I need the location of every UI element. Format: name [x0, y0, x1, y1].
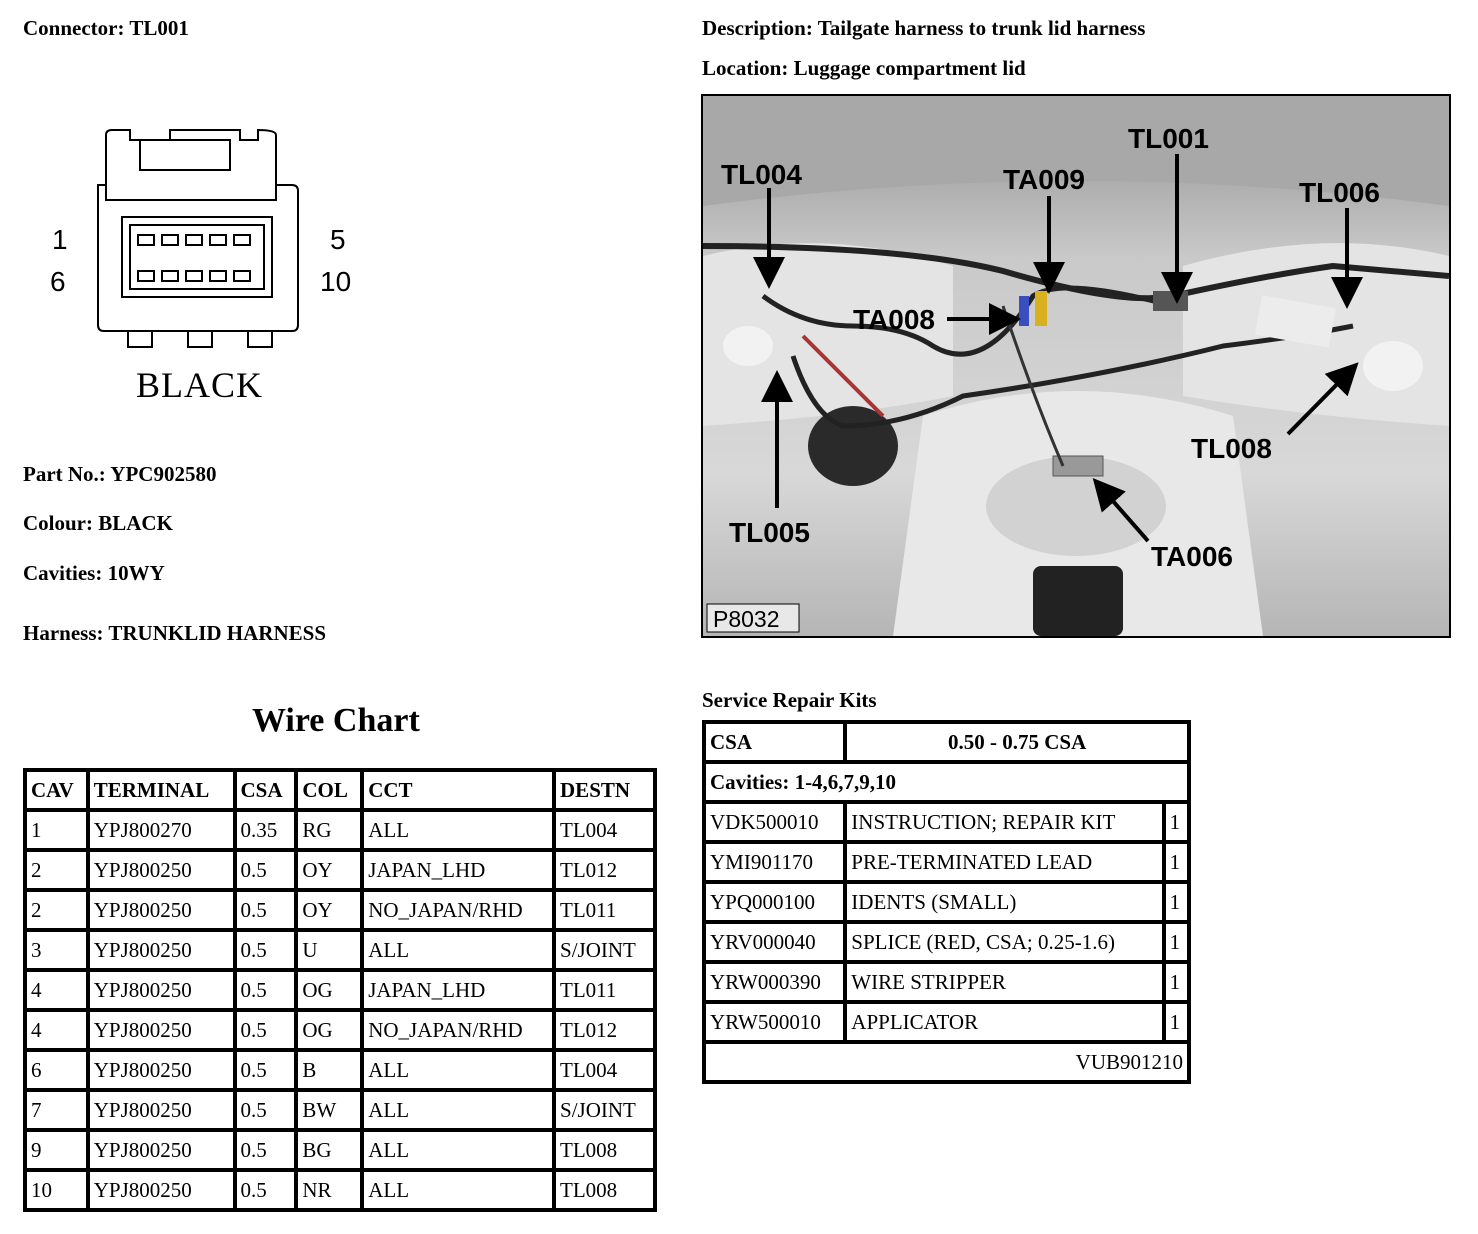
- cell-col: U: [298, 932, 360, 968]
- harness-value: TRUNKLID HARNESS: [108, 621, 327, 645]
- cell-col: OY: [298, 892, 360, 928]
- cell-terminal: YPJ800250: [90, 1092, 233, 1128]
- col-header-terminal: TERMINAL: [90, 772, 233, 808]
- trunk-lid-illustration: [703, 96, 1449, 636]
- colour-label: Colour:: [23, 511, 93, 535]
- table-row: [706, 844, 1187, 880]
- kit-description: IDENTS (SMALL): [847, 884, 1161, 920]
- kit-part-no: YRW000390: [706, 964, 843, 1000]
- cell-terminal: YPJ800250: [90, 932, 233, 968]
- cell-destn: TL011: [556, 892, 653, 928]
- cell-csa: 0.5: [237, 1172, 295, 1208]
- cell-terminal: YPJ800250: [90, 1132, 233, 1168]
- kit-part-no: VDK500010: [706, 804, 843, 840]
- cell-destn: TL012: [556, 1012, 653, 1048]
- table-row: [27, 1092, 653, 1128]
- callout-tl001: TL001: [1128, 123, 1209, 154]
- cell-csa: 0.5: [237, 1132, 295, 1168]
- pin-label-5: 5: [330, 224, 346, 255]
- cell-cct: ALL: [364, 1132, 552, 1168]
- kit-description: APPLICATOR: [847, 1004, 1161, 1040]
- col-header-csa: CSA: [237, 772, 295, 808]
- table-row: [27, 892, 653, 928]
- cell-cav: 2: [27, 892, 86, 928]
- col-header-cct: CCT: [364, 772, 552, 808]
- cavities-line: [23, 561, 165, 586]
- cell-destn: S/JOINT: [556, 932, 653, 968]
- cell-terminal: YPJ800250: [90, 892, 233, 928]
- callout-tl008: TL008: [1191, 433, 1272, 464]
- colour-value: BLACK: [98, 511, 173, 535]
- table-row: [27, 1052, 653, 1088]
- cell-cct: ALL: [364, 1092, 552, 1128]
- kit-qty: 1: [1166, 844, 1187, 880]
- kit-qty: 1: [1166, 1004, 1187, 1040]
- cell-cav: 2: [27, 852, 86, 888]
- cell-cav: 4: [27, 972, 86, 1008]
- cell-destn: TL004: [556, 1052, 653, 1088]
- cell-cav: 1: [27, 812, 86, 848]
- cell-cav: 6: [27, 1052, 86, 1088]
- kit-qty: 1: [1166, 884, 1187, 920]
- cell-cct: JAPAN_LHD: [364, 852, 552, 888]
- cell-csa: 0.5: [237, 932, 295, 968]
- callout-tl005: TL005: [729, 517, 810, 548]
- kit-part-no: YMI901170: [706, 844, 843, 880]
- kits-csa-value: 0.50 - 0.75 CSA: [847, 724, 1187, 760]
- cell-destn: TL012: [556, 852, 653, 888]
- table-row: [27, 1172, 653, 1208]
- description-value: Tailgate harness to trunk lid harness: [817, 16, 1146, 40]
- cell-csa: 0.5: [237, 1092, 295, 1128]
- cell-csa: 0.5: [237, 972, 295, 1008]
- col-header-destn: DESTN: [556, 772, 653, 808]
- cell-col: BW: [298, 1092, 360, 1128]
- wire-chart-title: Wire Chart: [252, 702, 420, 739]
- part-no-line: [23, 462, 216, 487]
- cell-csa: 0.5: [237, 892, 295, 928]
- cell-terminal: YPJ800250: [90, 852, 233, 888]
- kit-part-no: YRW500010: [706, 1004, 843, 1040]
- kit-part-no: YPQ000100: [706, 884, 843, 920]
- kits-csa-row: [706, 724, 1187, 760]
- location-photo: [701, 94, 1451, 638]
- kit-qty: 1: [1166, 804, 1187, 840]
- callout-ta006: TA006: [1151, 541, 1233, 572]
- col-header-col: COL: [298, 772, 360, 808]
- cell-terminal: YPJ800250: [90, 972, 233, 1008]
- callout-tl004: TL004: [721, 159, 802, 190]
- cell-col: OY: [298, 852, 360, 888]
- cell-cct: ALL: [364, 1172, 552, 1208]
- table-row: [706, 964, 1187, 1000]
- wire-chart-header-row: [27, 772, 653, 808]
- cell-cav: 10: [27, 1172, 86, 1208]
- cell-cav: 7: [27, 1092, 86, 1128]
- table-row: [27, 932, 653, 968]
- table-row: [706, 804, 1187, 840]
- housing-colour-label: BLACK: [136, 365, 264, 405]
- cell-col: OG: [298, 972, 360, 1008]
- kits-cavities-line: Cavities: 1-4,6,7,9,10: [706, 764, 1187, 800]
- part-no-value: YPC902580: [110, 462, 217, 486]
- cell-terminal: YPJ800250: [90, 1012, 233, 1048]
- wire-chart-table: [23, 768, 657, 1212]
- callout-ta009: TA009: [1003, 164, 1085, 195]
- cell-csa: 0.35: [237, 812, 295, 848]
- kit-code: VUB901210: [706, 1044, 1187, 1080]
- cell-csa: 0.5: [237, 852, 295, 888]
- description-line: [702, 16, 1145, 41]
- cell-csa: 0.5: [237, 1012, 295, 1048]
- callout-tl006: TL006: [1299, 177, 1380, 208]
- kit-description: SPLICE (RED, CSA; 0.25-1.6): [847, 924, 1161, 960]
- cell-terminal: YPJ800250: [90, 1052, 233, 1088]
- kits-cavities-row: [706, 764, 1187, 800]
- location-value: Luggage compartment lid: [793, 56, 1026, 80]
- table-row: [27, 972, 653, 1008]
- kits-csa-label: CSA: [706, 724, 843, 760]
- table-row: [27, 812, 653, 848]
- connector-value: TL001: [129, 16, 189, 40]
- description-label: Description:: [702, 16, 813, 40]
- cell-destn: TL011: [556, 972, 653, 1008]
- kit-description: WIRE STRIPPER: [847, 964, 1161, 1000]
- cell-col: NR: [298, 1172, 360, 1208]
- table-row: [706, 924, 1187, 960]
- cell-col: RG: [298, 812, 360, 848]
- cell-col: OG: [298, 1012, 360, 1048]
- col-header-cav: CAV: [27, 772, 86, 808]
- cell-cct: ALL: [364, 1052, 552, 1088]
- table-row: [27, 1132, 653, 1168]
- cell-cav: 9: [27, 1132, 86, 1168]
- colour-line: [23, 511, 173, 536]
- cell-csa: 0.5: [237, 1052, 295, 1088]
- location-line: [702, 56, 1026, 81]
- cell-cav: 3: [27, 932, 86, 968]
- cell-terminal: YPJ800250: [90, 1172, 233, 1208]
- table-row: [27, 852, 653, 888]
- kit-qty: 1: [1166, 924, 1187, 960]
- cell-cct: NO_JAPAN/RHD: [364, 1012, 552, 1048]
- kit-part-no: YRV000040: [706, 924, 843, 960]
- pin-label-10: 10: [320, 266, 352, 297]
- cell-cav: 4: [27, 1012, 86, 1048]
- location-label: Location:: [702, 56, 789, 80]
- cell-terminal: YPJ800270: [90, 812, 233, 848]
- cell-col: B: [298, 1052, 360, 1088]
- cell-destn: TL004: [556, 812, 653, 848]
- figure-id: P8032: [713, 606, 780, 632]
- harness-label: Harness:: [23, 621, 104, 645]
- table-row: [27, 1012, 653, 1048]
- cell-destn: TL008: [556, 1172, 653, 1208]
- cavities-value: 10WY: [107, 561, 165, 585]
- cavities-label: Cavities:: [23, 561, 103, 585]
- table-row: [706, 884, 1187, 920]
- table-row: [706, 1004, 1187, 1040]
- harness-line: [23, 621, 326, 646]
- cell-col: BG: [298, 1132, 360, 1168]
- service-kits-table: [702, 720, 1191, 1084]
- connector-face-diagram: [90, 125, 310, 355]
- callout-ta008: TA008: [853, 304, 935, 335]
- pin-label-6: 6: [50, 266, 66, 297]
- cell-cct: NO_JAPAN/RHD: [364, 892, 552, 928]
- connector-line: [23, 16, 189, 41]
- pin-label-1: 1: [52, 224, 68, 255]
- cell-destn: TL008: [556, 1132, 653, 1168]
- kit-qty: 1: [1166, 964, 1187, 1000]
- kit-description: PRE-TERMINATED LEAD: [847, 844, 1161, 880]
- cell-cct: JAPAN_LHD: [364, 972, 552, 1008]
- kits-code-row: [706, 1044, 1187, 1080]
- cell-destn: S/JOINT: [556, 1092, 653, 1128]
- part-no-label: Part No.:: [23, 462, 106, 486]
- cell-cct: ALL: [364, 932, 552, 968]
- kit-description: INSTRUCTION; REPAIR KIT: [847, 804, 1161, 840]
- cell-cct: ALL: [364, 812, 552, 848]
- connector-label: Connector:: [23, 16, 125, 40]
- service-kits-title: Service Repair Kits: [702, 688, 877, 712]
